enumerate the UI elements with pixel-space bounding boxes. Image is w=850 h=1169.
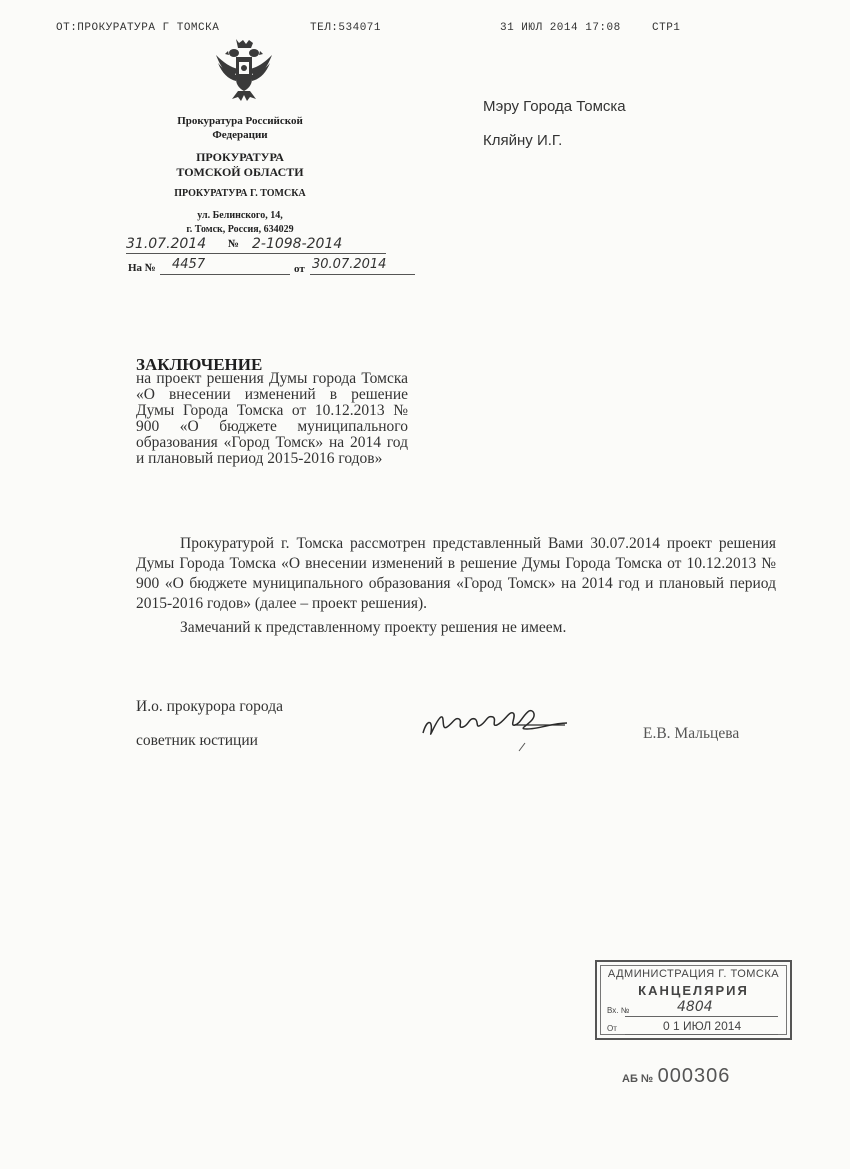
stamp-date: 0 1 ИЮЛ 2014: [663, 1019, 742, 1033]
outgoing-number-label: №: [228, 238, 240, 250]
handwritten-signature: [415, 703, 595, 753]
in-reply-number: 4457: [172, 257, 206, 272]
registry-value: 000306: [657, 1065, 731, 1087]
double-headed-eagle-icon: [214, 35, 274, 103]
in-reply-from-label: от: [294, 263, 305, 275]
document-subject: на проект решения Думы города Томска «О внесении изменений в решение Думы Города Томска от 10.12.2013 № 900 «О бюджете муниципального образования «Город Томск» на 2014 год и плановый период 2015-2016 годов»: [136, 370, 408, 467]
outgoing-date: 31.07.2014: [126, 236, 207, 252]
fax-phone: ТЕЛ:534071: [310, 22, 382, 34]
letterhead-org-federal: Прокуратура Российской Федерации: [177, 115, 303, 141]
outgoing-number: 2-1098-2014: [252, 236, 343, 252]
stamp-department: КАНЦЕЛЯРИЯ: [638, 983, 749, 998]
registry-number: [622, 1065, 730, 1088]
registration-stamp: [595, 960, 792, 1040]
in-reply-date: 30.07.2014: [312, 257, 387, 272]
stamp-from-label: От: [607, 1024, 617, 1033]
body-paragraph: Прокуратурой г. Томска рассмотрен представленный Вами 30.07.2014 проект решения Думы Города Томска «О внесении изменений в решение Думы Города Томска от 10.12.2013 № 900 «О бюджете муниципального образования «Город Томск» на 2014 год и плановый период 2015-2016 годов» (далее – проект решения).: [136, 535, 776, 612]
outgoing-underline: [126, 253, 386, 254]
fax-page: СТР1: [652, 22, 681, 34]
registry-label: АБ №: [622, 1073, 654, 1085]
in-reply-date-underline: [310, 274, 415, 275]
in-reply-number-underline: [160, 274, 290, 275]
addressee-position: Мэру Города Томска: [483, 98, 626, 115]
stamp-in-number: 4804: [677, 999, 713, 1015]
stamp-org: АДМИНИСТРАЦИЯ Г. ТОМСКА: [607, 968, 780, 980]
body-paragraph: Замечаний к представленному проекту решения не имеем.: [180, 619, 567, 636]
fax-sender: ОТ:ПРОКУРАТУРА Г ТОМСКА: [56, 22, 220, 34]
signer-position: И.о. прокурора города: [136, 698, 283, 715]
signer-name: Е.В. Мальцева: [643, 725, 740, 742]
letterhead-address: ул. Белинского, 14, г. Томск, Россия, 634029: [186, 210, 294, 235]
fax-datetime: 31 ИЮЛ 2014 17:08: [500, 22, 621, 34]
stamp-in-number-label: Вх. №: [607, 1006, 630, 1015]
in-reply-label: На №: [128, 262, 156, 274]
document-title: ЗАКЛЮЧЕНИЕ: [136, 355, 263, 374]
signer-rank: советник юстиции: [136, 732, 258, 749]
letterhead-org-city: ПРОКУРАТУРА Г. ТОМСКА: [174, 188, 306, 199]
letterhead-org-regional: ПРОКУРАТУРА ТОМСКОЙ ОБЛАСТИ: [176, 150, 304, 179]
document-body: [136, 534, 776, 638]
addressee-name: Кляйну И.Г.: [483, 132, 563, 149]
